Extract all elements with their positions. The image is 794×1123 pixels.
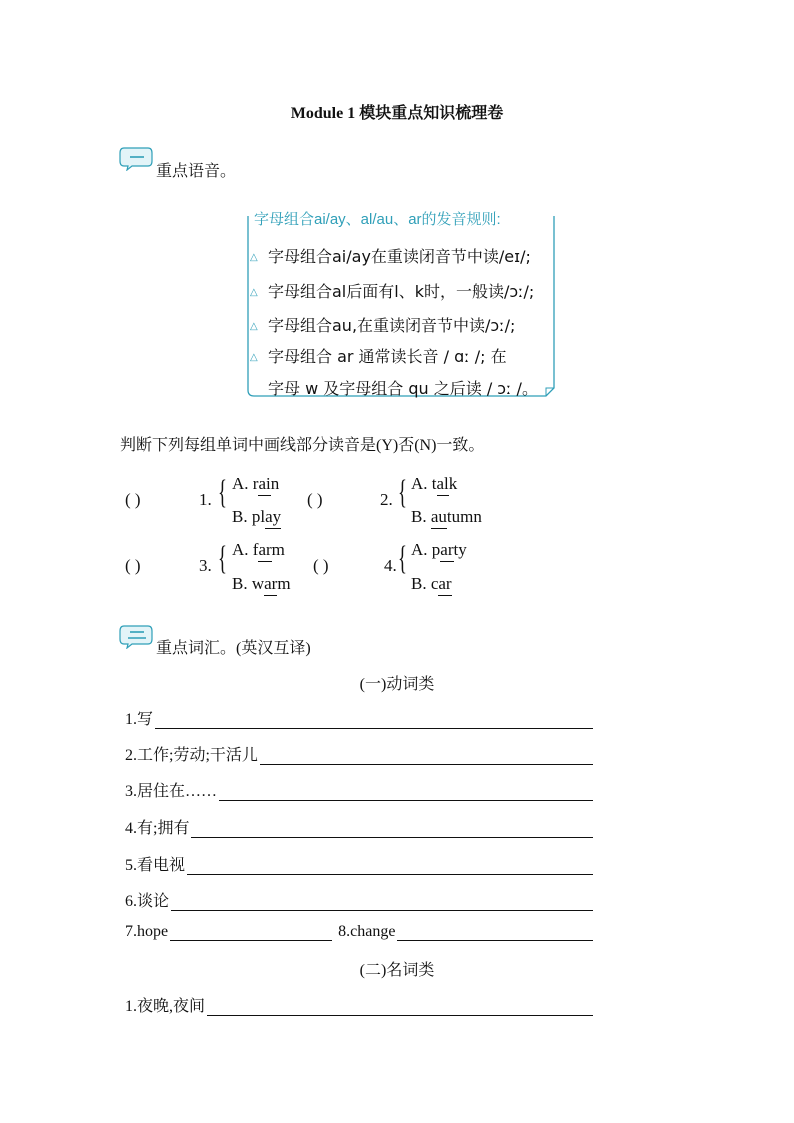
q3-option-b: B. warm [232,574,291,593]
q2-brace: { [398,474,407,511]
section-one-badge-icon [118,145,154,171]
rule-line-1: △ 字母组合ai/ay在重读闭音节中读/eɪ/; [250,247,531,266]
triangle-bullet-icon: △ [250,252,258,263]
q3-number: 3. [199,556,212,575]
q2-option-b: B. autumn [411,507,482,526]
q1-number: 1. [199,490,212,509]
triangle-bullet-icon: △ [250,321,258,332]
q3-option-a: A. farm [232,540,285,559]
rule-line-4: △ 字母组合 ar 通常读长音 / ɑː /; 在 [250,347,507,366]
q4-number: 4. [384,556,397,575]
answer-blank[interactable] [191,823,593,838]
q1-option-a: A. rain [232,474,280,493]
answer-blank[interactable] [187,860,593,875]
section-two-label: 重点词汇。(英汉互译) [156,640,311,657]
answer-blank[interactable] [207,1001,593,1016]
rule-box-heading: 字母组合ai/ay、al/au、ar的发音规则: [252,208,503,229]
triangle-bullet-icon: △ [250,352,258,363]
q3-answer-paren[interactable]: ( ) [125,556,141,575]
answer-blank[interactable] [260,750,593,765]
triangle-bullet-icon: △ [250,287,258,298]
verbs-heading: (一)动词类 [359,676,435,693]
verb-item-6: 6.谈论 [125,888,593,911]
verb-item-3: 3.居住在…… [125,778,593,801]
verb-item-7-8: 7.hope 8.change [125,923,593,941]
answer-blank[interactable] [155,714,593,729]
answer-blank[interactable] [219,786,593,801]
rule-line-2: △ 字母组合al后面有l、k时，一般读/ɔː/; [250,282,535,301]
section-one-label: 重点语音。 [156,163,237,180]
q2-answer-paren[interactable]: ( ) [307,490,323,509]
q1-brace: { [218,474,227,511]
rule-line-5: 字母 w 及字母组合 qu 之后读 / ɔː /。 [268,379,538,398]
verb-item-4: 4.有;拥有 [125,815,593,838]
verb-item-5: 5.看电视 [125,852,593,875]
q4-option-b: B. car [411,574,452,593]
q3-brace: { [218,540,227,577]
q4-answer-paren[interactable]: ( ) [313,556,329,575]
q2-option-a: A. talk [411,474,458,493]
noun-item-1: 1.夜晚,夜间 [125,993,593,1016]
rule-box-frame [246,208,556,398]
q2-number: 2. [380,490,393,509]
q1-option-b: B. play [232,507,282,526]
verb-item-1: 1.写 [125,706,593,729]
verb-item-2: 2.工作;劳动;干活儿 [125,742,593,765]
q4-brace: { [398,540,407,577]
nouns-heading: (二)名词类 [359,962,435,979]
q4-option-a: A. party [411,540,467,559]
q1-answer-paren[interactable]: ( ) [125,490,141,509]
section-two-badge-icon [118,623,154,649]
answer-blank[interactable] [397,926,593,941]
instruction-text: 判断下列每组单词中画线部分读音是(Y)否(N)一致。 [120,437,485,454]
page-title: Module 1 模块重点知识梳理卷 [290,105,504,122]
answer-blank[interactable] [171,896,593,911]
answer-blank[interactable] [170,926,332,941]
rule-line-3: △ 字母组合au,在重读闭音节中读/ɔː/; [250,316,516,335]
